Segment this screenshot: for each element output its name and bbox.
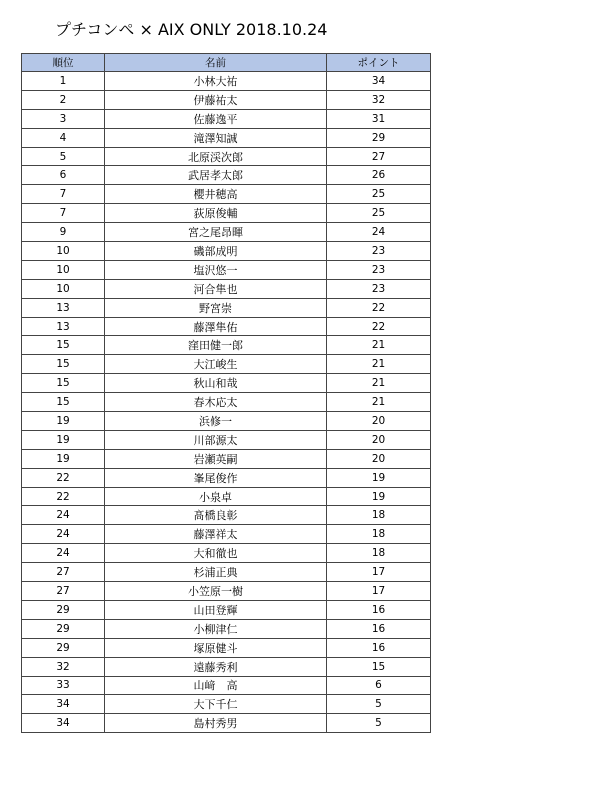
table-row <box>22 90 431 109</box>
table-row <box>22 298 431 317</box>
rank-cell: 32 <box>22 657 105 676</box>
points-cell: 22 <box>327 317 431 336</box>
rank-cell: 3 <box>22 109 105 128</box>
rank-cell: 15 <box>22 336 105 355</box>
table-row <box>22 449 431 468</box>
points-cell: 21 <box>327 393 431 412</box>
table-row <box>22 638 431 657</box>
table-row <box>22 374 431 393</box>
table-row <box>22 204 431 223</box>
table-row <box>22 600 431 619</box>
rank-cell: 10 <box>22 279 105 298</box>
name-cell: 塚原健斗 <box>105 638 327 657</box>
rank-cell: 27 <box>22 563 105 582</box>
rank-cell: 15 <box>22 355 105 374</box>
points-cell: 20 <box>327 412 431 431</box>
table-row <box>22 223 431 242</box>
rank-cell: 10 <box>22 242 105 261</box>
name-cell: 小泉卓 <box>105 487 327 506</box>
name-cell: 春木応太 <box>105 393 327 412</box>
name-cell: 岩瀬英嗣 <box>105 449 327 468</box>
table-row <box>22 506 431 525</box>
name-cell: 浜修一 <box>105 412 327 431</box>
table-row <box>22 487 431 506</box>
name-cell: 髙橋良彰 <box>105 506 327 525</box>
points-cell: 17 <box>327 563 431 582</box>
points-cell: 34 <box>327 72 431 91</box>
table-row <box>22 393 431 412</box>
points-cell: 16 <box>327 638 431 657</box>
table-row <box>22 676 431 695</box>
rank-cell: 15 <box>22 393 105 412</box>
table-row <box>22 355 431 374</box>
points-cell: 21 <box>327 374 431 393</box>
points-cell: 25 <box>327 204 431 223</box>
name-cell: 武居孝太郎 <box>105 166 327 185</box>
table-row <box>22 563 431 582</box>
name-cell: 川部源太 <box>105 430 327 449</box>
table-row <box>22 657 431 676</box>
points-cell: 19 <box>327 487 431 506</box>
table-row <box>22 525 431 544</box>
points-cell: 25 <box>327 185 431 204</box>
name-cell: 杉浦正典 <box>105 563 327 582</box>
name-cell: 河合隼也 <box>105 279 327 298</box>
rank-cell: 24 <box>22 525 105 544</box>
name-cell: 藤澤隼佑 <box>105 317 327 336</box>
points-cell: 21 <box>327 355 431 374</box>
name-cell: 塩沢悠一 <box>105 260 327 279</box>
table-body <box>22 72 431 733</box>
points-cell: 16 <box>327 619 431 638</box>
rank-cell: 27 <box>22 582 105 601</box>
table-row <box>22 279 431 298</box>
table-row <box>22 128 431 147</box>
rank-cell: 13 <box>22 298 105 317</box>
points-cell: 22 <box>327 298 431 317</box>
rank-cell: 9 <box>22 223 105 242</box>
table-row <box>22 72 431 91</box>
points-cell: 15 <box>327 657 431 676</box>
points-cell: 21 <box>327 336 431 355</box>
table-row <box>22 260 431 279</box>
name-cell: 小笠原一樹 <box>105 582 327 601</box>
name-cell: 伊藤祐太 <box>105 90 327 109</box>
name-cell: 北原渓次郎 <box>105 147 327 166</box>
name-cell: 宮之尾昂暉 <box>105 223 327 242</box>
table-row <box>22 166 431 185</box>
points-cell: 26 <box>327 166 431 185</box>
rank-cell: 34 <box>22 714 105 733</box>
points-cell: 18 <box>327 544 431 563</box>
name-cell: 秋山和哉 <box>105 374 327 393</box>
rank-cell: 15 <box>22 374 105 393</box>
table-row <box>22 430 431 449</box>
rank-cell: 19 <box>22 430 105 449</box>
table-row <box>22 185 431 204</box>
points-cell: 20 <box>327 449 431 468</box>
table-row <box>22 695 431 714</box>
header-points: ポイント <box>327 54 431 72</box>
name-cell: 島村秀男 <box>105 714 327 733</box>
name-cell: 大和徹也 <box>105 544 327 563</box>
points-cell: 20 <box>327 430 431 449</box>
header-row <box>22 54 431 72</box>
rank-cell: 22 <box>22 487 105 506</box>
points-cell: 24 <box>327 223 431 242</box>
table-row <box>22 336 431 355</box>
header-rank: 順位 <box>22 54 105 72</box>
points-cell: 23 <box>327 260 431 279</box>
name-cell: 大江峻生 <box>105 355 327 374</box>
points-cell: 18 <box>327 506 431 525</box>
points-cell: 23 <box>327 242 431 261</box>
name-cell: 野宮崇 <box>105 298 327 317</box>
name-cell: 遠藤秀利 <box>105 657 327 676</box>
rank-cell: 19 <box>22 412 105 431</box>
table-row <box>22 242 431 261</box>
rank-cell: 7 <box>22 185 105 204</box>
points-cell: 16 <box>327 600 431 619</box>
points-cell: 23 <box>327 279 431 298</box>
name-cell: 峯尾俊作 <box>105 468 327 487</box>
points-cell: 19 <box>327 468 431 487</box>
name-cell: 藤澤祥太 <box>105 525 327 544</box>
table-row <box>22 544 431 563</box>
header-name: 名前 <box>105 54 327 72</box>
rank-cell: 34 <box>22 695 105 714</box>
table-header <box>22 54 431 72</box>
rank-cell: 22 <box>22 468 105 487</box>
page-title: プチコンペ × AIX ONLY 2018.10.24 <box>55 20 328 39</box>
rank-cell: 10 <box>22 260 105 279</box>
table-row <box>22 317 431 336</box>
name-cell: 小林大祐 <box>105 72 327 91</box>
rank-cell: 13 <box>22 317 105 336</box>
name-cell: 小柳津仁 <box>105 619 327 638</box>
points-cell: 31 <box>327 109 431 128</box>
name-cell: 山﨑 高 <box>105 676 327 695</box>
points-cell: 6 <box>327 676 431 695</box>
rank-cell: 33 <box>22 676 105 695</box>
table-row <box>22 147 431 166</box>
rank-cell: 5 <box>22 147 105 166</box>
rank-cell: 29 <box>22 638 105 657</box>
table-row <box>22 468 431 487</box>
table-row <box>22 109 431 128</box>
rank-cell: 4 <box>22 128 105 147</box>
table-row <box>22 619 431 638</box>
points-cell: 29 <box>327 128 431 147</box>
table-row <box>22 714 431 733</box>
rank-cell: 1 <box>22 72 105 91</box>
table-row <box>22 412 431 431</box>
rank-cell: 2 <box>22 90 105 109</box>
name-cell: 磯部成明 <box>105 242 327 261</box>
rank-cell: 29 <box>22 600 105 619</box>
name-cell: 滝澤知誠 <box>105 128 327 147</box>
name-cell: 大下千仁 <box>105 695 327 714</box>
points-cell: 27 <box>327 147 431 166</box>
points-cell: 5 <box>327 695 431 714</box>
rank-cell: 24 <box>22 506 105 525</box>
rank-cell: 24 <box>22 544 105 563</box>
name-cell: 櫻井穂高 <box>105 185 327 204</box>
points-cell: 5 <box>327 714 431 733</box>
rank-cell: 19 <box>22 449 105 468</box>
rank-cell: 7 <box>22 204 105 223</box>
name-cell: 山田登輝 <box>105 600 327 619</box>
ranking-table <box>21 53 431 733</box>
name-cell: 佐藤逸平 <box>105 109 327 128</box>
name-cell: 荻原俊輔 <box>105 204 327 223</box>
name-cell: 窪田健一郎 <box>105 336 327 355</box>
rank-cell: 6 <box>22 166 105 185</box>
table-row <box>22 582 431 601</box>
points-cell: 17 <box>327 582 431 601</box>
points-cell: 32 <box>327 90 431 109</box>
rank-cell: 29 <box>22 619 105 638</box>
points-cell: 18 <box>327 525 431 544</box>
